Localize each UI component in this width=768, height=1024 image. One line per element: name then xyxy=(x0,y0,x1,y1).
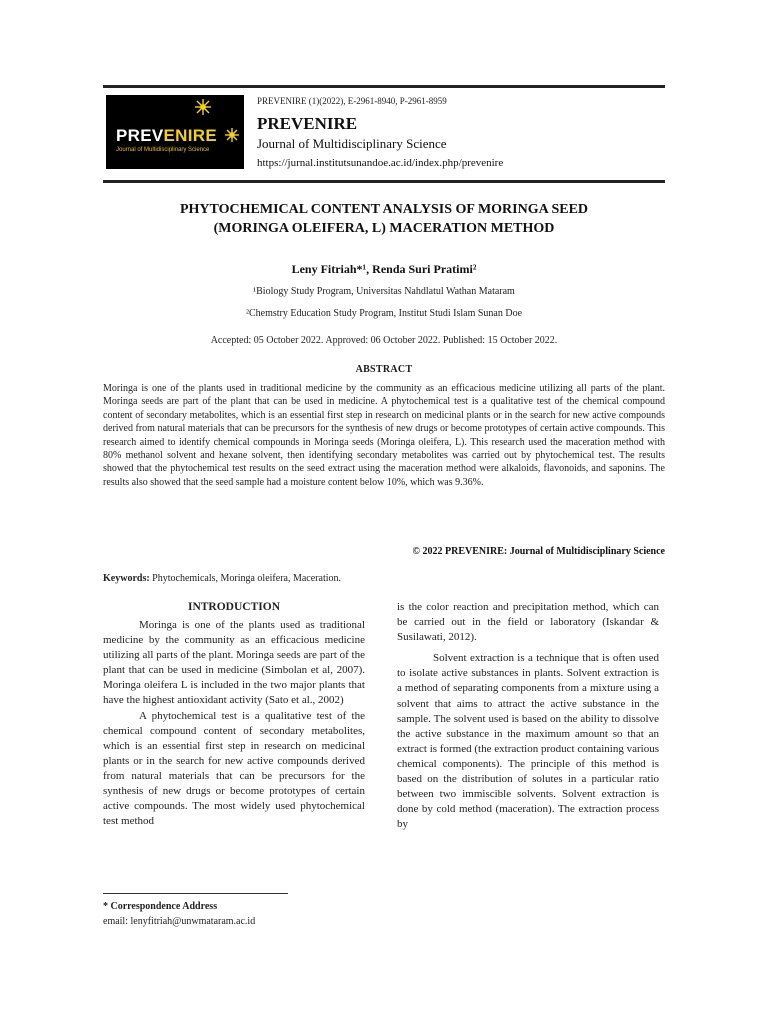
paragraph: Solvent extraction is a technique that is often used to isolate active substances in plants. Solvent extraction is a method of separating components from a mixture using a solvent that aims to attract the active substance in the sample. The solvent used is based on the ability to dissolve the active substance in the maximum amount so that an extract is formed (the extraction product containing various chemical components). The principle of this method is based on the distribution of solutes in a particular ratio between two immiscible solvents. Solvent extraction is done by cold method (maceration). The extraction process by xyxy=(397,652,659,831)
paragraph: Moringa is one of the plants used as traditional medicine by the community as an efficacious medicine utilizing all parts of the plant. Moringa seeds are part of the plant that can be used in medicine (Simbolan et al, 2007). Moringa oleifera L is included in the two major plants that have the highest antioxidant activity (Sato et al., 2002) xyxy=(103,619,365,707)
footnote-email[interactable]: email: lenyfitriah@unwmataram.ac.id xyxy=(103,916,256,927)
copyright-notice: © 2022 PREVENIRE: Journal of Multidisciplinary Science xyxy=(412,546,665,557)
author-list: Leny Fitriah*¹, Renda Suri Pratimi² xyxy=(291,262,477,276)
paper-title xyxy=(103,200,665,238)
issue-info: PREVENIRE (1)(2022), E-2961-8940, P-2961-8959 xyxy=(257,96,447,106)
logo-tagline: Journal of Multidisciplinary Science xyxy=(116,147,210,153)
paper-title-line: (MORINGA OLEIFERA, L) MACERATION METHOD xyxy=(213,221,555,236)
body-column-right xyxy=(397,600,659,832)
paragraph: A phytochemical test is a qualitative test of the chemical compound content of secondary metabolites, which is an essential first step in research on medicinal plants or in the search for new active compounds derived from natural materials that can be precursors for the synthesis of new drugs or become prototypes of certain active compounds. The most widely used phytochemical test method xyxy=(103,709,365,828)
body-column-left xyxy=(103,600,365,829)
affiliation: ²Chemstry Education Study Program, Institut Studi Islam Sunan Doe xyxy=(245,308,523,319)
journal-subtitle: Journal of Multidisciplinary Science xyxy=(257,136,447,151)
publication-dates: Accepted: 05 October 2022. Approved: 06 October 2022. Published: 15 October 2022. xyxy=(210,335,558,346)
journal-logo xyxy=(106,95,244,169)
paragraph: is the color reaction and precipitation method, which can be carried out in the field or laboratory (Iskandar & Susilawati, 2012). xyxy=(397,601,659,644)
section-heading: INTRODUCTION xyxy=(187,601,280,613)
header-top-rule xyxy=(103,85,665,88)
header-bottom-rule xyxy=(103,180,665,183)
affiliation: ¹Biology Study Program, Universitas Nahdlatul Wathan Mataram xyxy=(253,286,515,297)
footnote-rule xyxy=(103,893,288,894)
keywords xyxy=(103,573,665,584)
journal-name: PREVENIRE xyxy=(257,114,358,133)
logo-wordmark: PREVENIRE xyxy=(116,126,217,145)
footnote xyxy=(103,899,255,929)
abstract-heading: ABSTRACT xyxy=(355,364,413,375)
footnote-heading: * Correspondence Address xyxy=(103,901,218,912)
keywords-list: Phytochemicals, Moringa oleifera, Maceration. xyxy=(149,573,341,584)
paper-title-line: PHYTOCHEMICAL CONTENT ANALYSIS OF MORINGA SEED xyxy=(179,202,589,217)
keywords-label: Keywords: xyxy=(103,573,150,584)
journal-url-link[interactable]: https://jurnal.institutsunandoe.ac.id/index.php/prevenire xyxy=(257,157,504,169)
abstract-text: Moringa is one of the plants used in traditional medicine by the community as an efficacious medicine utilizing all parts of the plant. Moringa seeds are part of the plant that can be used in medicine. A phytochemical test is a qualitative test of the chemical compound content of secondary metabolites, which is an essential first step in research on medicinal plants or in the search for new active compounds derived from natural materials that can be precursors for the synthesis of new drugs or become prototypes of certain active compounds. This research aimed to identify chemical compounds in Moringa seeds (Moringa oleifera, L). This research used the maceration method with 80% methanol solvent and hexane solvent, then identifying secondary metabolites was carried out by phytochemical test. The results showed that the phytochemical test results on the seed extract using the maceration method were alkaloids, flavonoids, and saponins. The results also showed that the seed sample had a moisture content below 10%, which was 9.36%. xyxy=(103,383,665,488)
